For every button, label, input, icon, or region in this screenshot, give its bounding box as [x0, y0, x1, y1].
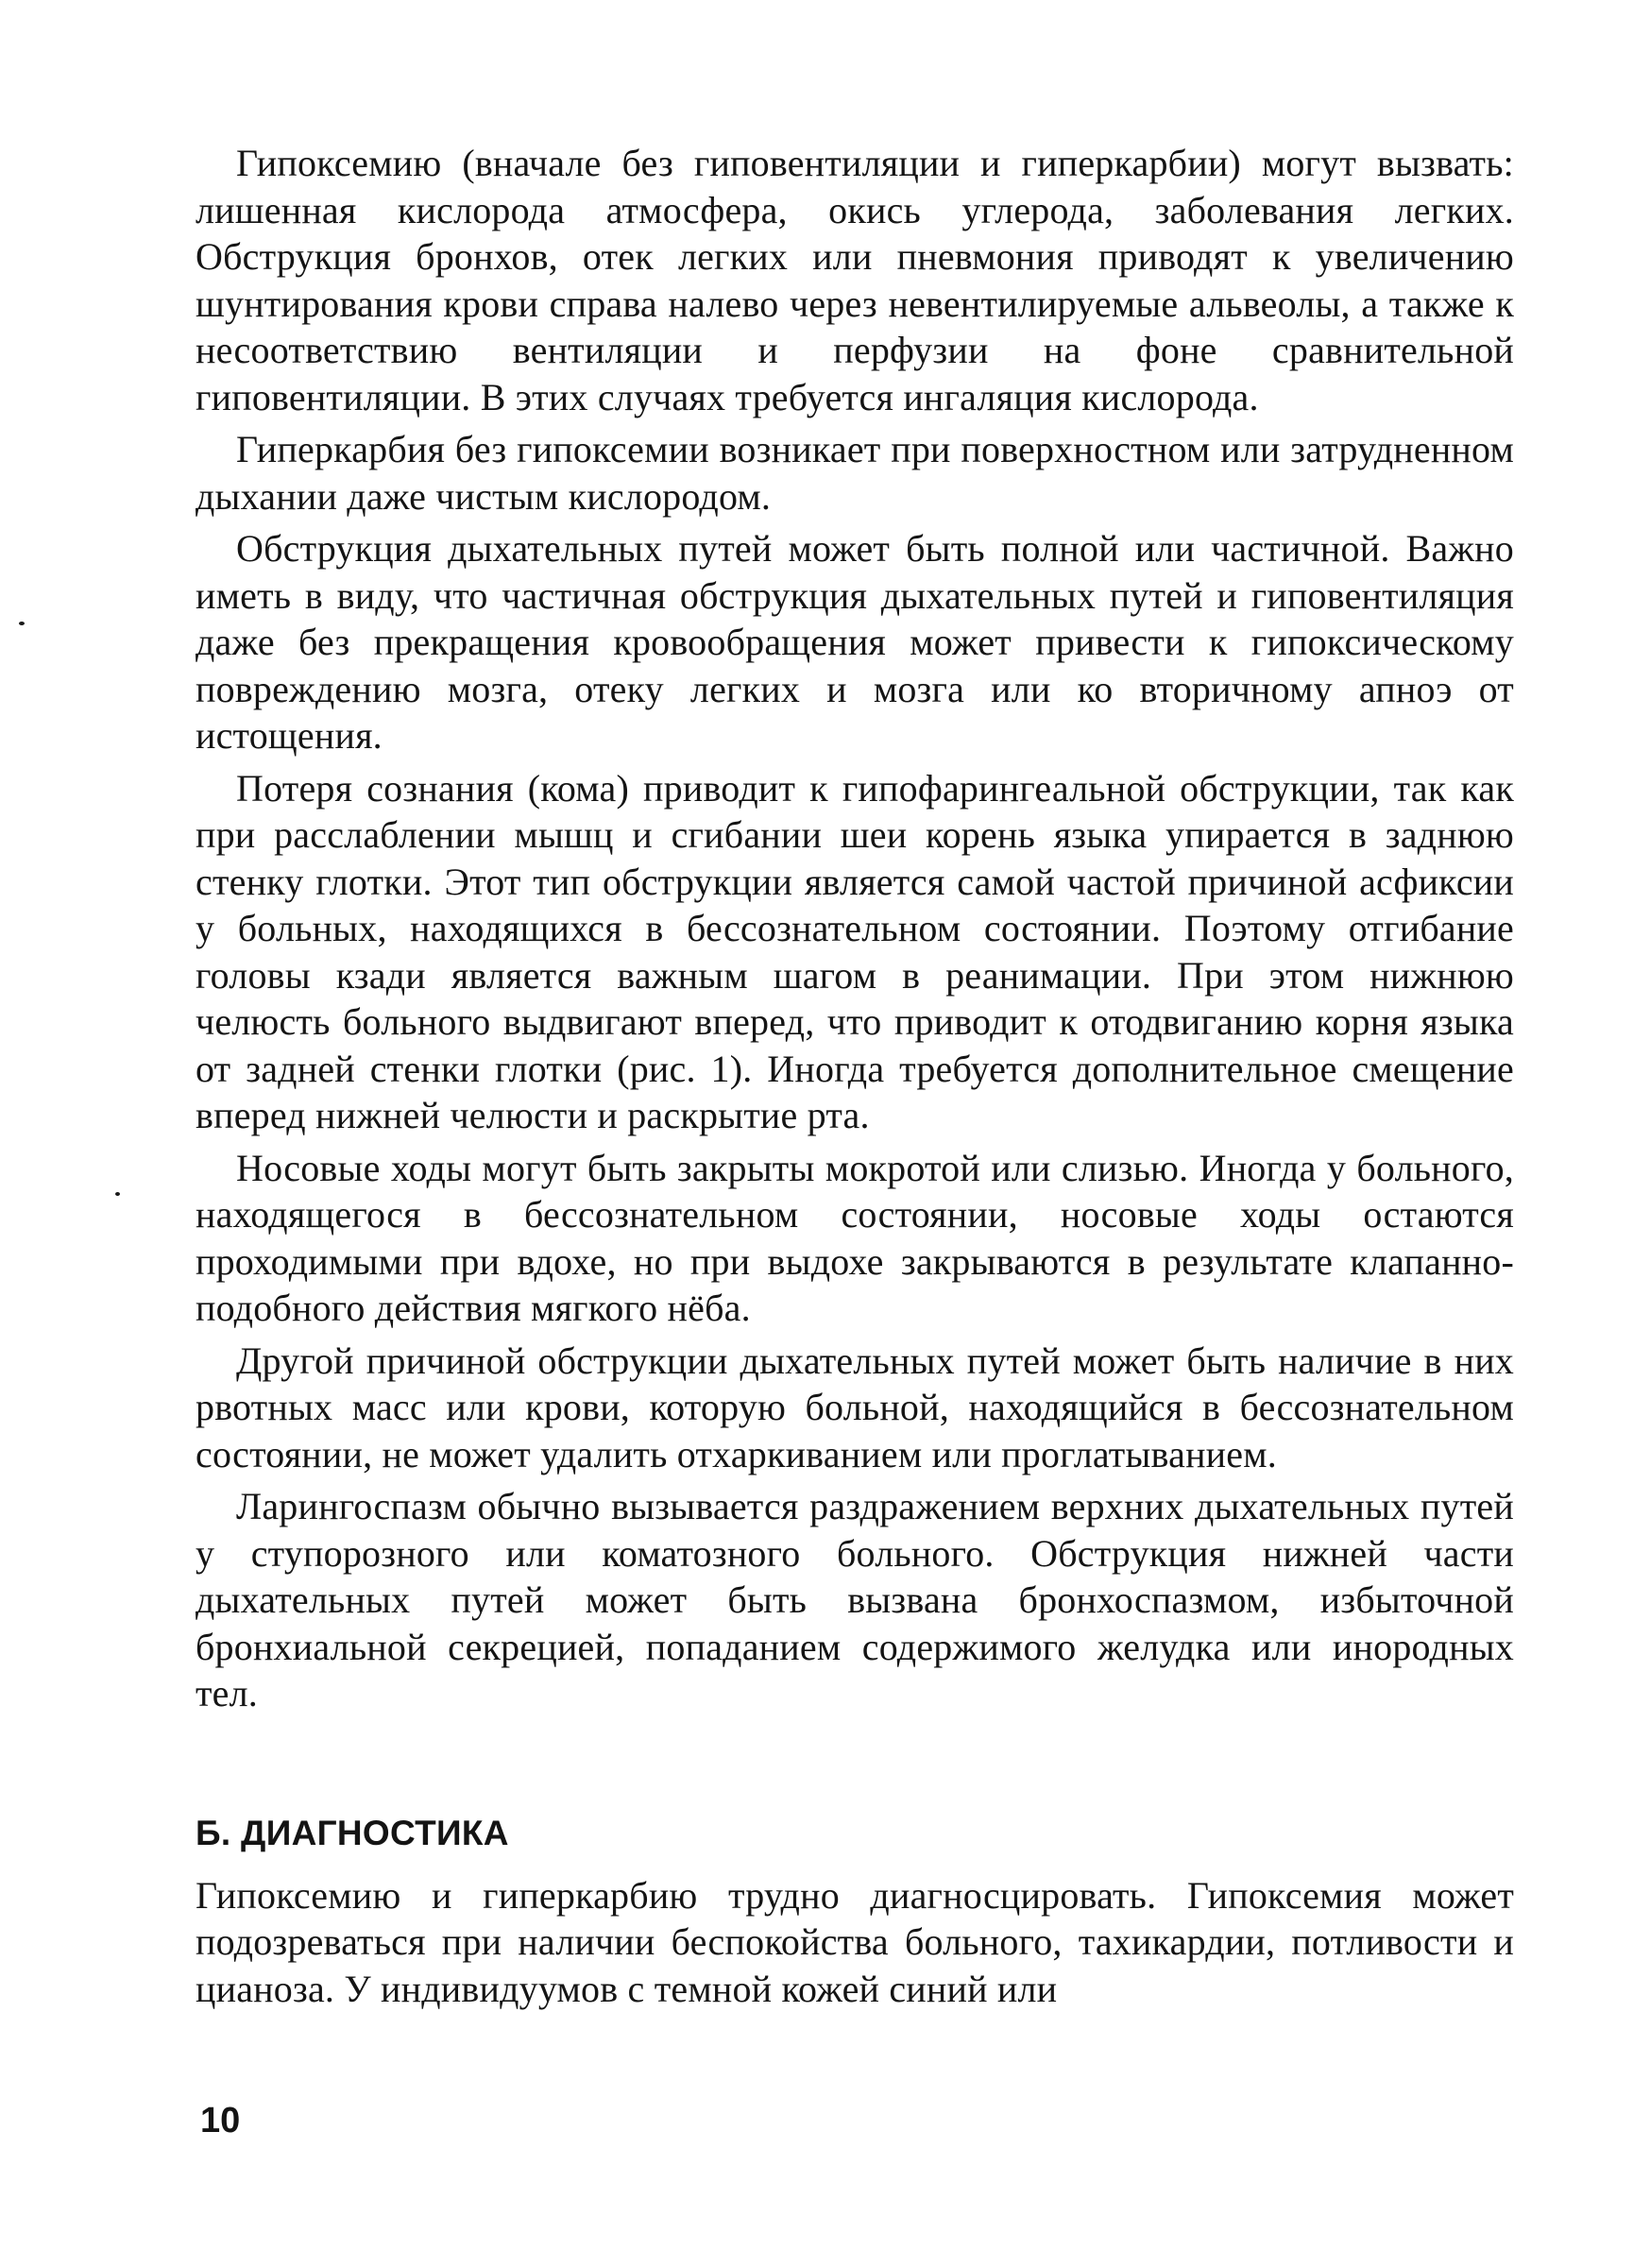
paragraph-airway-obstruction: Обструкция дыхательных путей может быть полной или частичной. Важно иметь в виду, что частичная обструкция дыхательных путей и гиповентиляция даже без прекращения кровообращения может привести к гипоксическому повреждению мозга, отеку легких и мозга или ко вторичному апноэ от истощения. [196, 527, 1514, 757]
paragraph-hypoxemia-causes: Гипоксемию (вначале без гиповентиляции и гиперкарбии) могут вызвать: лишенная кислорода атмосфера, окись углерода, заболевания легких. Обструкция бронхов, отек легких или пневмония приводят к увеличению шунтирования крови справа налево через невентилируемые альвеолы, а также к несоответствию вентиляции и перфузии на фоне сравнительной гиповентиляции. В этих случаях требуется ингаляция кислорода. [196, 142, 1514, 418]
paragraph-laryngospasm: Ларингоспазм обычно вызывается раздражением верхних дыхательных путей у ступорозного или коматозного больного. Обструкция нижней части дыхательных путей может быть вызвана бронхоспазмом, избыточной бронхиальной секрецией, попаданием содержимого желудка или инородных тел. [196, 1485, 1514, 1714]
paragraph-hypercarbia: Гиперкарбия без гипоксемии возникает при поверхностном или затрудненном дыхании даже чистым кислородом. [196, 428, 1514, 518]
scan-speck [19, 622, 25, 625]
paragraph-nasal-passages: Носовые ходы могут быть закрыты мокротой или слизью. Иногда у больного, находящегося в бессознательном состоянии, носовые ходы остаются проходимыми при вдохе, но при выдохе закрываются в результате клапанно-подобного действия мягкого нёба. [196, 1146, 1514, 1329]
section-heading-diagnostics: Б. ДИАГНОСТИКА [196, 1813, 509, 1852]
scan-speck [115, 1192, 120, 1196]
page-number: 10 [200, 2101, 241, 2140]
paragraph-vomit-blood: Другой причиной обструкции дыхательных путей может быть наличие в них рвотных масс или крови, которую больной, находящийся в бессознательном состоянии, не может удалить отхаркиванием или проглатыванием. [196, 1339, 1514, 1475]
text-column [196, 140, 1514, 2018]
paragraph-diagnostics: Гипоксемию и гиперкарбию трудно диагносцировать. Гипоксемия может подозреваться при наличии беспокойства больного, тахикардии, потливости и цианоза. У индивидуумов с темной кожей синий или [196, 1873, 1514, 2010]
paragraph-loss-of-consciousness: Потеря сознания (кома) приводит к гипофарингеальной обструкции, так как при расслаблении мышц и сгибании шеи корень языка упирается в заднюю стенку глотки. Этот тип обструкции является самой частой причиной асфиксии у больных, находящихся в бессознательном состоянии. Поэтому отгибание головы кзади является важным шагом в реанимации. При этом нижнюю челюсть больного выдвигают вперед, что приводит к отодвиганию корня языка от задней стенки глотки (рис. 1). Иногда требуется дополнительное смещение вперед нижней челюсти и раскрытие рта. [196, 766, 1514, 1136]
